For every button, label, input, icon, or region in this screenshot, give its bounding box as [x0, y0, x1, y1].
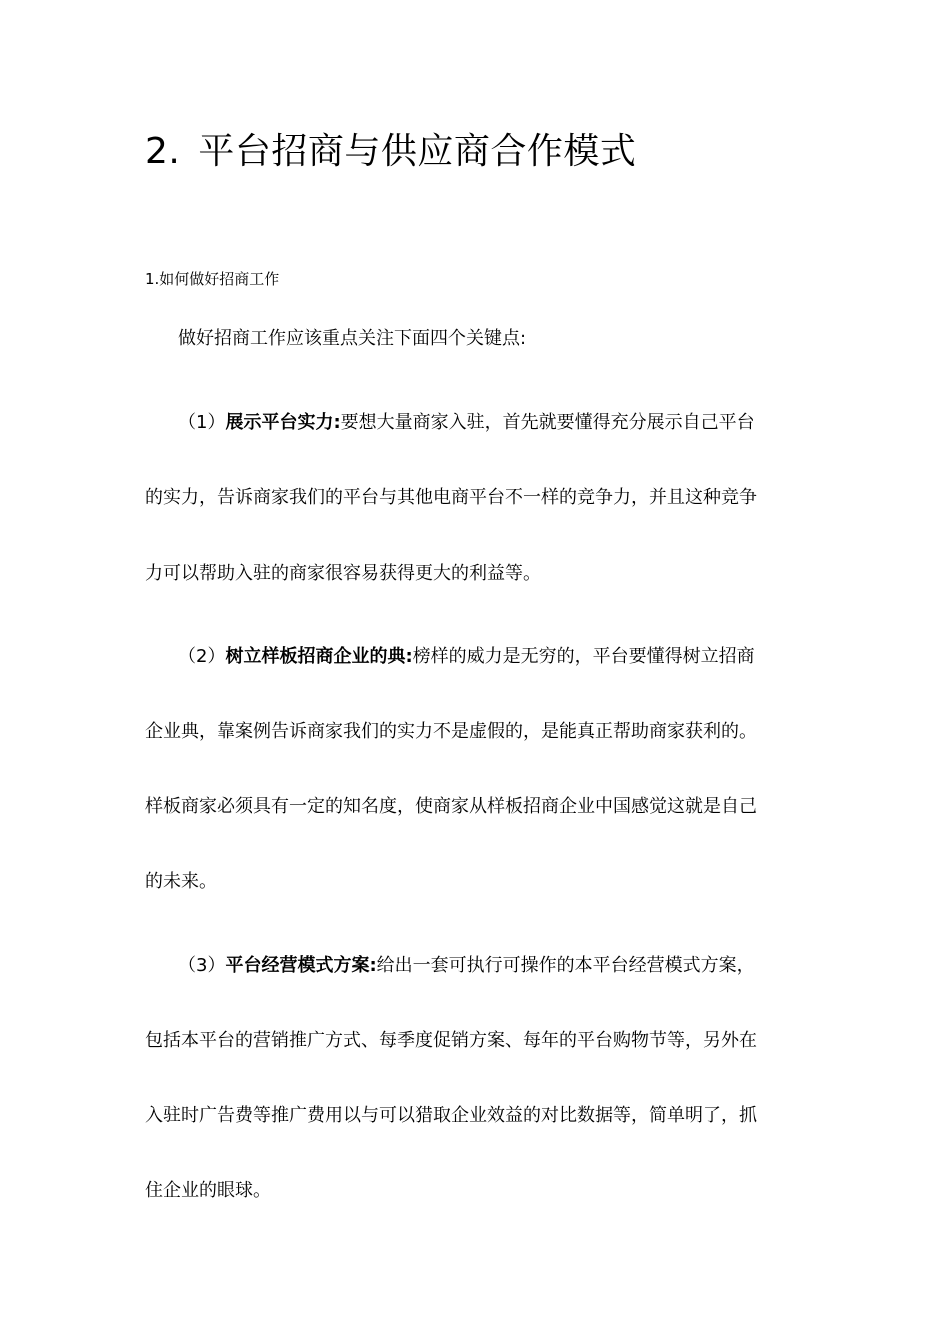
point-3-line-4: 住企业的眼球。	[145, 1180, 271, 1201]
point-1-first-line	[178, 410, 755, 436]
point-1-line-2: 的实力，告诉商家我们的平台与其他电商平台不一样的竞争力，并且这种竞争	[145, 487, 757, 508]
point-3-label: （3）	[178, 955, 226, 976]
point-3-line-3: 入驻时广告费等推广费用以与可以猎取企业效益的对比数据等，简单明了，抓	[145, 1105, 757, 1126]
point-3-line-1: 给出一套可执行可操作的本平台经营模式方案，	[376, 955, 755, 976]
point-2-keyword: 树立样板招商企业的典:	[225, 646, 413, 667]
point-3-first-line	[178, 953, 755, 979]
point-2-line-3: 样板商家必须具有一定的知名度，使商家从样板招商企业中国感觉这就是自己	[145, 796, 757, 817]
page-title	[145, 128, 636, 176]
point-2-line-4: 的未来。	[145, 871, 217, 892]
title-number: 2.	[145, 131, 181, 172]
title-text: 平台招商与供应商合作模式	[198, 131, 637, 172]
point-3-keyword: 平台经营模式方案:	[225, 955, 377, 976]
section-heading: 1.如何做好招商工作	[145, 270, 280, 288]
point-2-label: （2）	[178, 646, 226, 667]
point-2-line-1: 榜样的威力是无穷的，平台要懂得树立招商	[412, 646, 755, 667]
point-1-label: （1）	[178, 412, 226, 433]
intro-paragraph: 做好招商工作应该重点关注下面四个关键点:	[178, 328, 527, 349]
point-2-first-line	[178, 644, 755, 670]
point-3-line-2: 包括本平台的营销推广方式、每季度促销方案、每年的平台购物节等，另外在	[145, 1030, 757, 1051]
point-1-keyword: 展示平台实力:	[225, 412, 341, 433]
point-1-line-3: 力可以帮助入驻的商家很容易获得更大的利益等。	[145, 563, 541, 584]
point-1-line-1: 要想大量商家入驻，首先就要懂得充分展示自己平台	[340, 412, 755, 433]
point-2-line-2: 企业典，靠案例告诉商家我们的实力不是虚假的，是能真正帮助商家获利的。	[145, 721, 757, 742]
